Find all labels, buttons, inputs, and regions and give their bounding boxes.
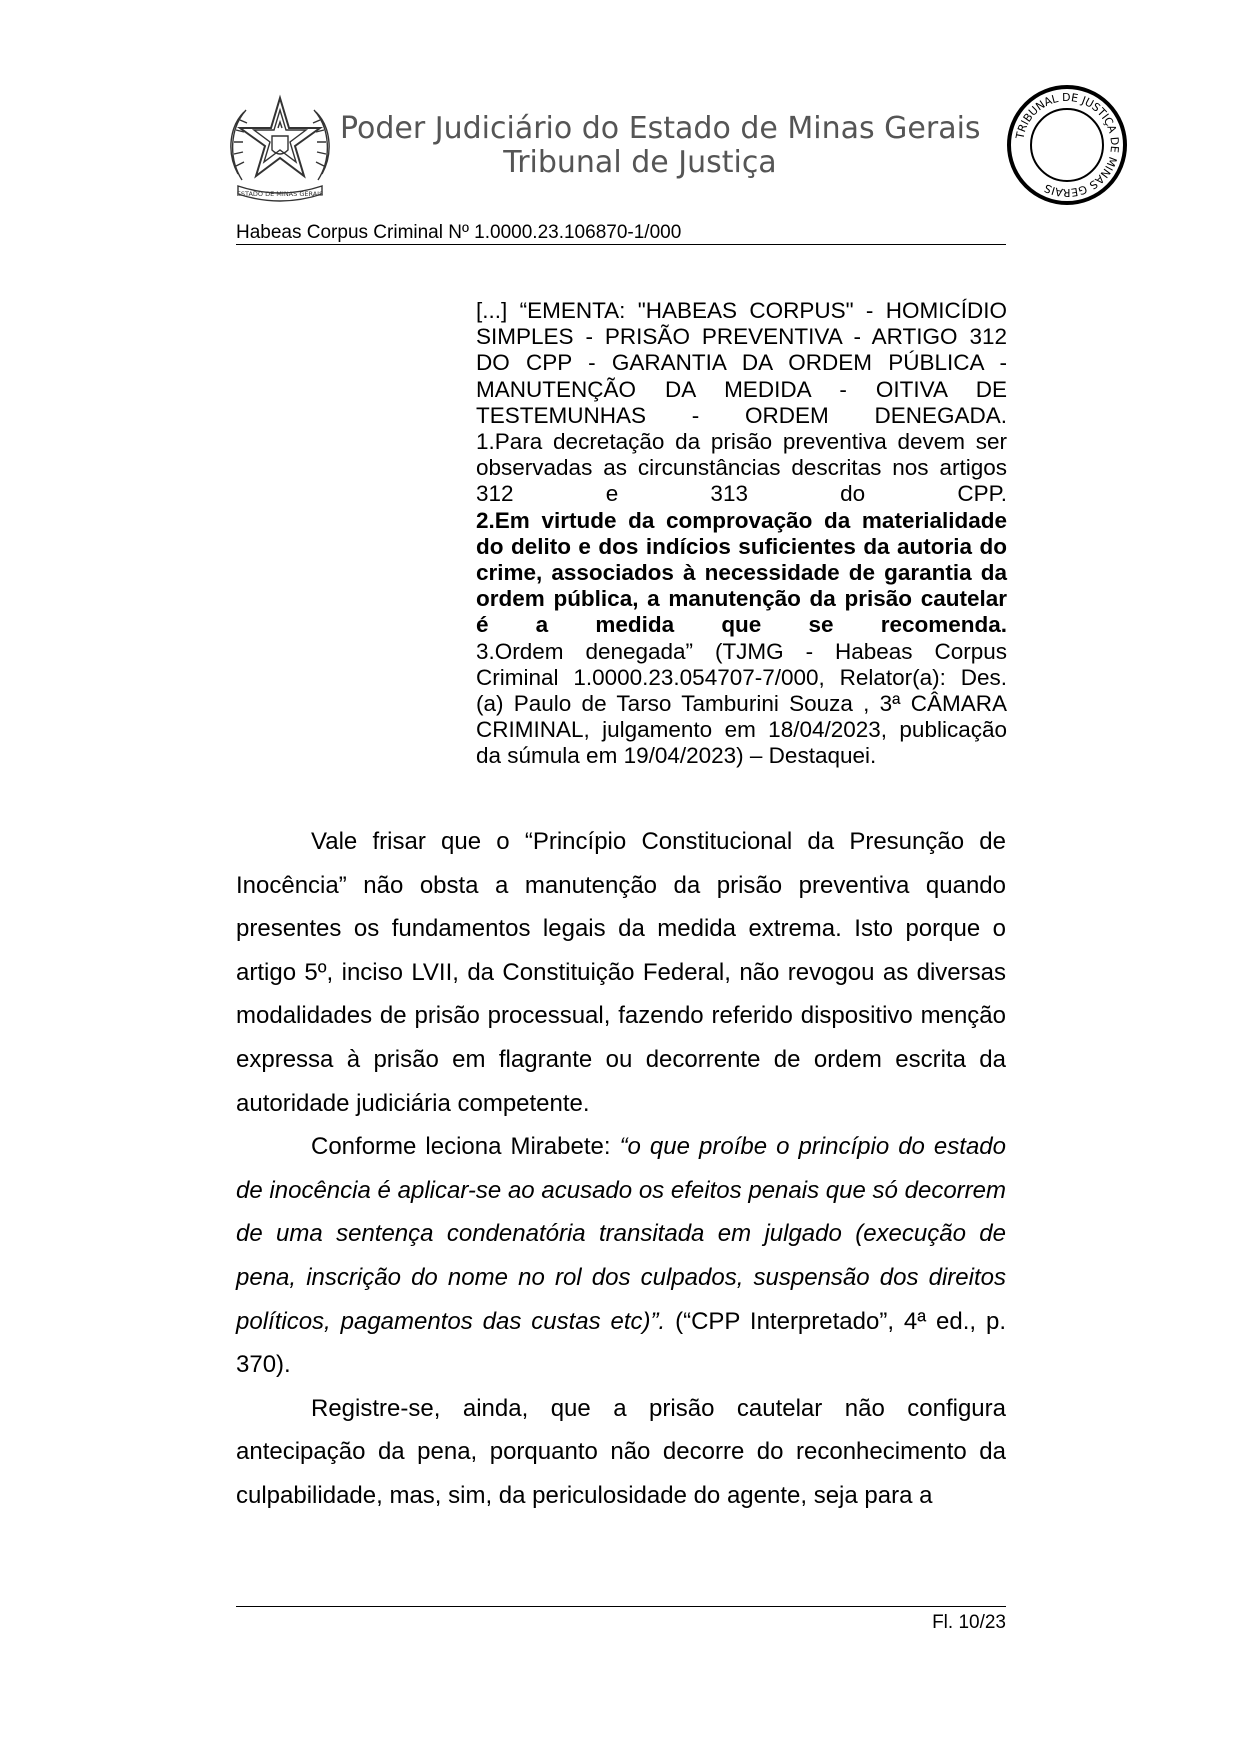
page-folio: Fl. 10/23 — [932, 1612, 1006, 1633]
quote-ementa: [...] “EMENTA: "HABEAS CORPUS" - HOMICÍDIO SIMPLES - PRISÃO PREVENTIVA - ARTIGO 312 DO CPP - GARANTIA DA ORDEM PÚBLICA - MANUTENÇÃO DA MEDIDA - OITIVA DE TESTEMUNHAS - ORDEM DENEGADA. — [476, 298, 1007, 428]
coat-banner-text: ESTADO DE MINAS GERAIS — [236, 190, 324, 198]
paragraph-2-intro: Conforme leciona Mirabete: — [311, 1133, 620, 1161]
case-number: Habeas Corpus Criminal Nº 1.0000.23.106870-1/000 — [236, 222, 682, 243]
institution-line-1: Poder Judiciário do Estado de Minas Gerais — [340, 111, 981, 146]
court-seal-icon — [1006, 84, 1128, 206]
footer-divider — [236, 1606, 1006, 1607]
jurisprudence-quote — [476, 298, 1007, 770]
institution-name — [340, 111, 981, 180]
institution-line-2: Tribunal de Justiça — [503, 145, 777, 180]
coat-of-arms-icon — [222, 88, 338, 208]
body-paragraph-2 — [236, 1125, 1006, 1387]
quote-item-2-bold: 2.Em virtude da comprovação da materialidade do delito e dos indícios suficientes da autoria do crime, associados à necessidade de garantia da ordem pública, a manutenção da prisão cautelar é a medida que se recomenda. — [476, 507, 1007, 638]
quote-item-1: 1.Para decretação da prisão preventiva devem ser observadas as circunstâncias descritas nos artigos 312 e 313 do CPP. — [476, 429, 1007, 507]
body-paragraph-3: Registre-se, ainda, que a prisão cautelar não configura antecipação da pena, porquanto não decorre do reconhecimento da culpabilidade, mas, sim, da periculosidade do agente, seja para a — [236, 1394, 1006, 1509]
quote-item-2 — [476, 508, 1007, 639]
header-divider — [236, 244, 1006, 245]
paragraph-2-citation: (“CPP Interpretado”, 4ª ed., p. 370). — [236, 1307, 1007, 1379]
quote-item-3: 3.Ordem denegada” (TJMG - Habeas Corpus Criminal 1.0000.23.054707-7/000, Relator(a): Des.(a) Paulo de Tarso Tamburini Souza , 3ª CÂMARA CRIMINAL, julgamento em 18/04/2023, publicação da súmula em 19/04/2023) – Destaquei. — [476, 638, 1007, 769]
seal-text: TRIBUNAL DE JUSTIÇA DE MINAS GERAIS — [1013, 90, 1122, 200]
body-paragraph-1: Vale frisar que o “Princípio Constitucional da Presunção de Inocência” não obsta a manutenção da prisão preventiva quando presentes os fundamentos legais da medida extrema. Isto porque o artigo 5º, inciso LVII, da Constituição Federal, não revogou as diversas modalidades de prisão processual, fazendo referido dispositivo menção expressa à prisão em flagrante ou decorrente de ordem escrita da autoridade judiciária competente. — [236, 828, 1006, 1117]
document-body — [236, 820, 1006, 1518]
mirabete-quote: “o que proíbe o princípio do estado de inocência é aplicar-se ao acusado os efeitos penais que só decorrem de uma sentença condenatória transitada em julgado (execução de pena, inscrição do nome no rol dos culpados, suspensão dos direitos políticos, pagamentos das custas etc)”. — [236, 1133, 1006, 1335]
